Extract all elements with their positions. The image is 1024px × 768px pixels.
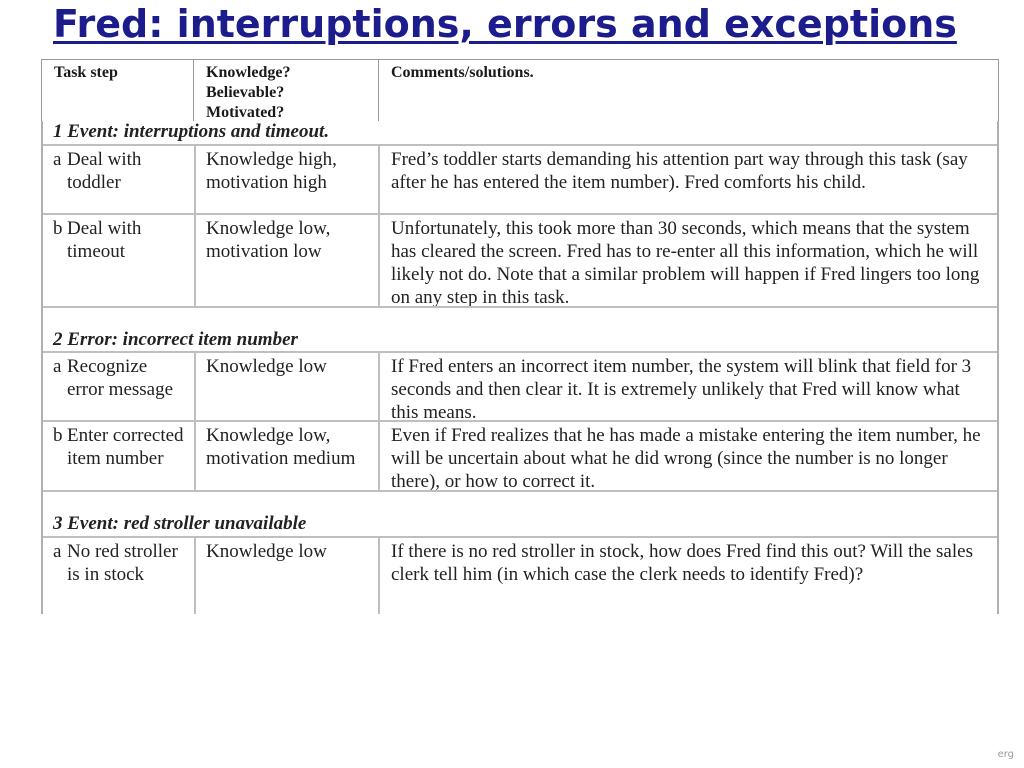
table-row [43, 351, 997, 421]
knowledge-cell: Knowledge low, motivation medium [194, 422, 378, 490]
table-row [43, 420, 997, 490]
comment-cell: Fred’s toddler starts demanding his attention part way through this task (say after he has entered the item number). Fred comforts his child. [378, 146, 997, 213]
section-divider [43, 306, 997, 308]
step-cell [43, 422, 194, 490]
knowledge-cell: Knowledge high, motivation high [194, 146, 378, 213]
table-row [43, 144, 997, 213]
step-label: a [53, 149, 62, 170]
section-divider [43, 490, 997, 492]
step-label: a [53, 356, 62, 377]
header-knowledge-line: Knowledge? [206, 64, 291, 81]
comment-cell: Even if Fred realizes that he has made a mistake entering the item number, he will be uncertain about what he did wrong (since the number is no longer there), or how to correct it. [378, 422, 997, 490]
header-motivated-line: Motivated? [206, 104, 285, 121]
section-title-3: 3 Event: red stroller unavailable [53, 513, 307, 534]
header-knowledge [193, 60, 378, 121]
comment-cell: If there is no red stroller in stock, how does Fred find this out? Will the sales clerk tell him (in which case the clerk needs to identify Fred)? [378, 538, 997, 614]
step-text: Enter corrected item number [67, 425, 184, 469]
section-title-1: 1 Event: interruptions and timeout. [53, 121, 330, 142]
step-cell [43, 353, 194, 421]
step-label: a [53, 541, 62, 562]
step-label: b [53, 218, 63, 239]
knowledge-cell: Knowledge low, motivation low [194, 215, 378, 306]
step-text: Deal with timeout [67, 218, 142, 262]
step-label: b [53, 425, 63, 446]
step-cell [43, 538, 194, 614]
step-cell [43, 215, 194, 306]
knowledge-cell: Knowledge low [194, 353, 378, 421]
header-comments: Comments/solutions. [378, 60, 998, 121]
comment-cell: If Fred enters an incorrect item number, the system will blink that field for 3 seconds and then clear it. It is extremely unlikely that Fred will know what this means. [378, 353, 997, 421]
table-row [43, 536, 997, 614]
step-text: Recognize error message [67, 356, 174, 400]
step-text: Deal with toddler [67, 149, 142, 193]
knowledge-cell: Knowledge low [194, 538, 378, 614]
walkthrough-table [41, 121, 999, 614]
table-row [43, 213, 997, 306]
slide-footer: erg [997, 749, 1014, 760]
section-title-2: 2 Error: incorrect item number [53, 329, 298, 350]
comment-cell: Unfortunately, this took more than 30 seconds, which means that the system has cleared the screen. Fred has to re-enter all this information, which he will likely not do. Note that a similar problem will happen if Fred lingers too long on any step in this task. [378, 215, 997, 306]
step-cell [43, 146, 194, 213]
slide-title: Fred: interruptions, errors and exceptions [53, 2, 957, 46]
header-believable-line: Believable? [206, 84, 285, 101]
step-text: No red stroller is in stock [67, 541, 178, 585]
table-header [41, 59, 999, 121]
header-task-step: Task step [54, 64, 118, 81]
